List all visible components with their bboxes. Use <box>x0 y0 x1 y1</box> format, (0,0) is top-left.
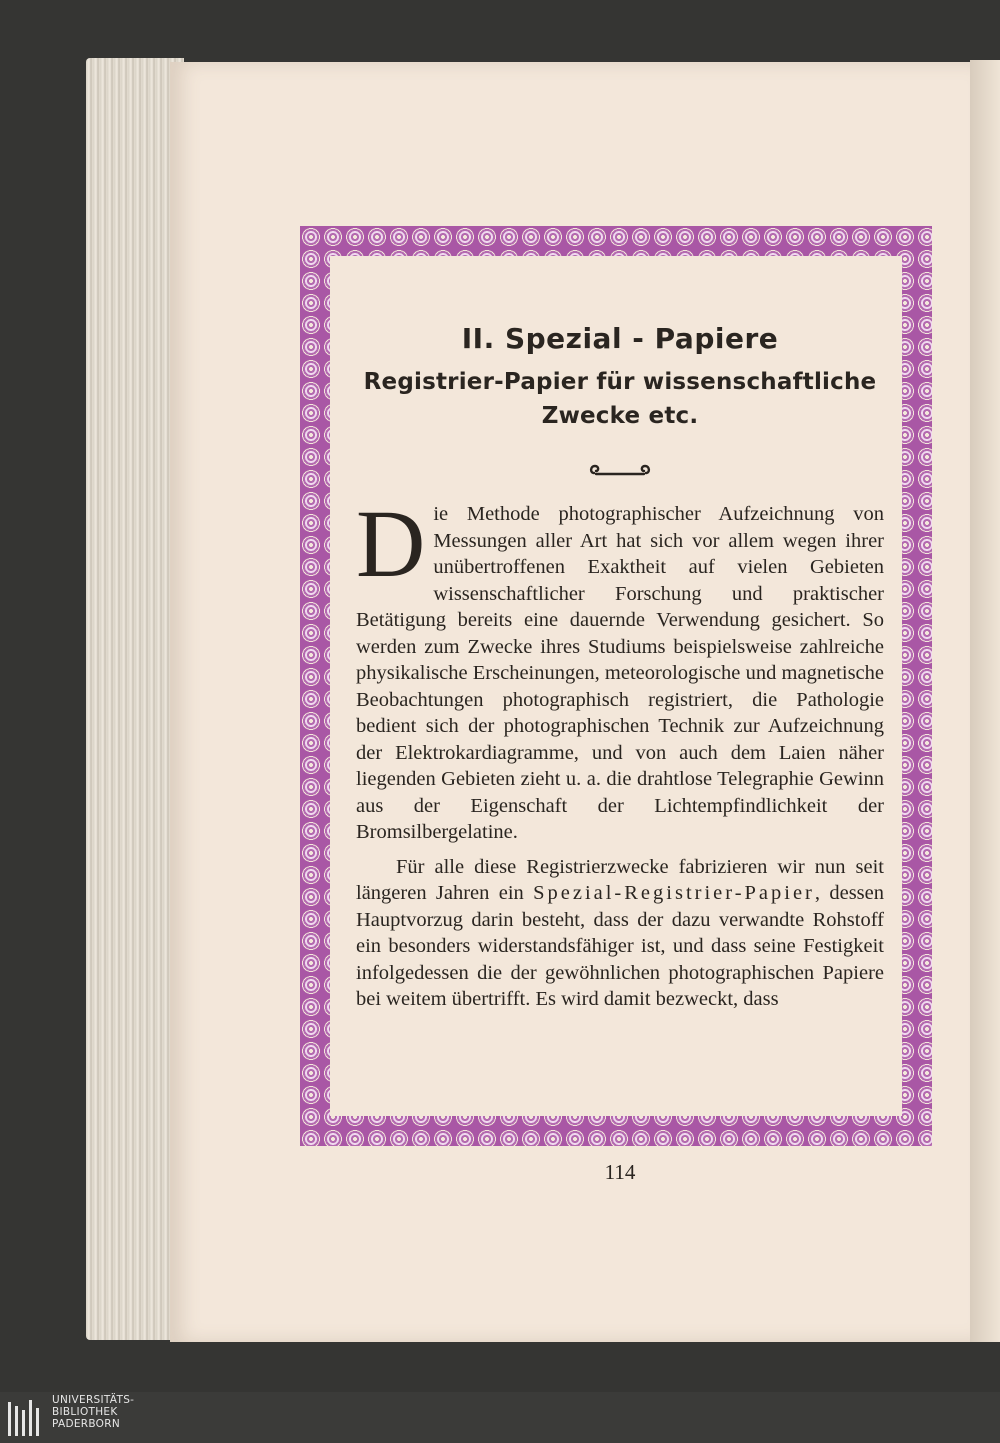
page-content <box>356 300 884 1013</box>
paragraph-2-spaced-term: Spezial-Registrier-Papier <box>533 882 815 904</box>
paragraph-2-text-a: Für alle diese Registrierzwecke fabrizieren wir nun seit längeren Jahren ein <box>356 855 884 904</box>
paragraph-1 <box>356 490 884 846</box>
logo-line-3: PADERBORN <box>52 1418 120 1430</box>
logo-line-2: BIBLIOTHEK <box>52 1406 118 1418</box>
logo-line-1: UNIVERSITÄTS- <box>52 1394 135 1406</box>
facing-page-edge <box>970 60 1000 1342</box>
page-number: 114 <box>604 1160 636 1184</box>
subheading-line-2: Zwecke etc. <box>541 403 699 429</box>
section-heading: II. Spezial - Papiere <box>461 322 779 355</box>
paragraph-1-text: ie Methode photographischer Aufzeichnung von Messungen aller Art hat sich vor allem wegen ihrer unübertroffenen Exaktheit auf vielen Gebieten wissenschaftlicher Forschung und praktischer Betätigung bereits eine dauernde Verwendung gesichert. So werden zum Zwecke ihres Studiums beispielsweise zahlreiche physikalische Erscheinungen, meteorologische und magnetische Beobachtungen photographisch registriert, die Pathologie bedient sich der photographischen Technik zur Aufzeichnung der Elektrokardiagramme, und von auch dem Laien näher liegenden Gebieten zieht u. a. die drahtlose Telegraphie Gewinn aus der Eigenschaft der Lichtempfindlichkeit der Bromsilbergelatine. <box>356 503 884 843</box>
scroll-ornament-icon <box>588 461 652 479</box>
drop-cap: D <box>356 490 426 597</box>
subheading-line-1: Registrier-Papier für wissenschaftliche <box>363 369 877 395</box>
paragraph-2-text-b: , dessen Hauptvorzug darin besteht, dass der dazu verwandte Rohstoff ein besonders widerstandsfähiger ist, und dass seine Festigkeit infolgedessen die der gewöhnlichen photographischen Papiere bei weitem übertrifft. Es wird damit bezweckt, dass <box>356 882 884 1010</box>
paragraph-2 <box>356 854 884 1013</box>
library-logo-text <box>52 1394 192 1430</box>
library-logo-icon <box>6 1398 46 1438</box>
